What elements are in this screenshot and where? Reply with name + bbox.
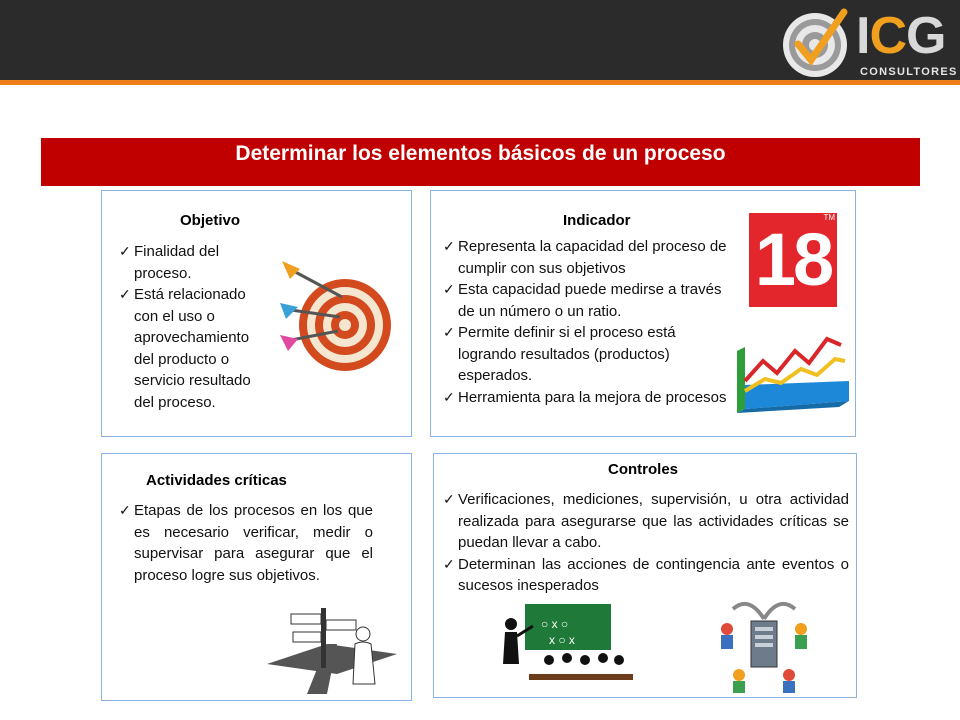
logo-wordmark: ICG	[856, 7, 946, 65]
check-icon: ✓	[119, 502, 131, 518]
check-icon: ✓	[443, 388, 455, 405]
target-darts-icon	[278, 259, 396, 375]
indicador-box	[430, 190, 856, 437]
list-item: ✓ Herramienta para la mejora de procesos	[443, 387, 733, 409]
check-icon: ✓	[443, 281, 455, 297]
check-icon: ✓	[443, 491, 455, 507]
svg-text:x ○ x: x ○ x	[549, 633, 575, 647]
check-icon: ✓	[119, 243, 131, 259]
number-18-icon	[749, 213, 837, 307]
indicador-list	[443, 236, 733, 408]
check-icon: ✓	[443, 555, 455, 572]
actividades-list	[119, 500, 373, 586]
list-item: ✓ Finalidad del proceso.	[119, 243, 220, 282]
badge-trademark: TM	[823, 213, 835, 222]
list-item: ✓ Determinan las acciones de contingencia ante eventos o sucesos inesperados	[443, 555, 849, 594]
objetivo-title: Objetivo	[180, 212, 241, 229]
list-item: ✓ Verificaciones, mediciones, supervisión, u otra actividad realizada para asegurarse que las actividades críticas se puedan llevar a cabo.	[443, 491, 849, 551]
objetivo-list	[119, 241, 269, 413]
actividades-box	[101, 453, 412, 701]
icg-logo	[780, 6, 958, 80]
list-item: ✓ Está relacionado con el uso o aprovechamiento del producto o servicio resultado del proceso.	[119, 286, 251, 411]
list-item: ✓ Permite definir si el proceso está logrando resultados (productos) esperados.	[443, 324, 676, 384]
check-icon: ✓	[119, 286, 131, 302]
crossroads-signpost-icon	[267, 604, 397, 698]
objetivo-box	[101, 190, 412, 437]
coach-chalkboard-icon	[489, 602, 639, 694]
network-server-icon	[709, 589, 819, 694]
header-accent-stripe	[0, 80, 960, 85]
actividades-title: Actividades críticas	[146, 472, 287, 489]
check-icon: ✓	[443, 238, 455, 254]
indicador-title: Indicador	[563, 212, 631, 229]
logo-target-check-icon	[780, 8, 850, 78]
controles-list	[443, 489, 849, 597]
controles-title: Controles	[608, 461, 679, 478]
controles-box	[433, 453, 857, 698]
slide-title-bar	[41, 138, 920, 186]
badge-number: 18	[754, 218, 832, 301]
logo-subtitle: CONSULTORES	[860, 66, 958, 78]
list-item: ✓ Esta capacidad puede medirse a través de un número o un ratio.	[443, 281, 722, 320]
slide-title: Determinar los elementos básicos de un proceso	[235, 142, 726, 165]
growth-chart-icon	[731, 321, 851, 416]
list-item: ✓ Representa la capacidad del proceso de cumplir con sus objetivos	[443, 238, 727, 277]
list-item: ✓ Etapas de los procesos en los que es necesario verificar, medir o supervisar para asegurar que el proceso logre sus objetivos.	[119, 502, 373, 584]
svg-text:○ x ○: ○ x ○	[541, 617, 569, 631]
check-icon: ✓	[443, 324, 455, 340]
